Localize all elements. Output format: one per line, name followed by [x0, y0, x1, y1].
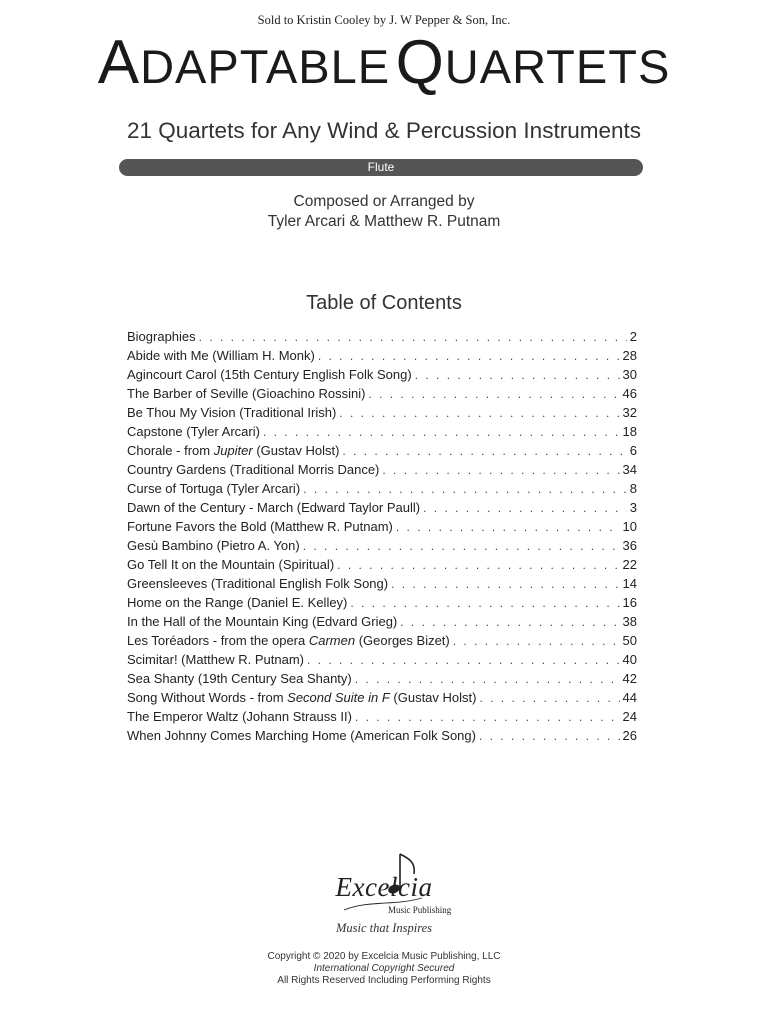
copyright-secured-line: International Copyright Secured — [313, 963, 455, 974]
toc-dot-leader — [318, 349, 620, 363]
toc-entry — [127, 709, 637, 728]
toc-entry-title-italic: Jupiter — [213, 443, 253, 458]
toc-entry-title-text: Dawn of the Century - March (Edward Taylor Paull) — [127, 500, 421, 515]
title-word-1-rest: DAPTABLE — [140, 40, 391, 93]
logo-subtitle: Music Publishing — [388, 905, 452, 915]
toc-entry-title — [127, 500, 420, 515]
toc-dot-leader — [400, 615, 619, 629]
book-title — [0, 28, 768, 97]
toc-entry-title — [127, 462, 379, 477]
toc-entry — [127, 728, 637, 747]
toc-page-number: 6 — [629, 443, 637, 458]
toc-entry-title — [127, 690, 476, 705]
toc-dot-leader — [337, 558, 619, 572]
toc-dot-leader — [396, 520, 620, 534]
toc-dot-leader — [342, 444, 626, 458]
toc-page-number: 44 — [622, 690, 637, 705]
toc-entry-title-suffix: (Gustav Holst) — [252, 443, 340, 458]
toc-entry — [127, 576, 637, 595]
toc-entry-title-text: Agincourt Carol (15th Century English Folk Song) — [127, 367, 412, 382]
toc-dot-leader — [391, 577, 619, 591]
toc-entry-title — [127, 367, 412, 382]
copyright-line: Copyright © 2020 by Excelcia Music Publishing, LLC — [267, 951, 501, 962]
toc-entry-title-text: The Barber of Seville (Gioachino Rossini) — [127, 386, 366, 401]
toc-entry — [127, 462, 637, 481]
toc-entry-title — [127, 519, 393, 534]
toc-entry — [127, 424, 637, 443]
toc-page-number: 8 — [629, 481, 637, 496]
rights-reserved-line: All Rights Reserved Including Performing Rights — [277, 975, 491, 986]
toc-page-number: 26 — [622, 728, 637, 743]
toc-entry — [127, 652, 637, 671]
toc-entry — [127, 519, 637, 538]
toc-entry-title — [127, 424, 260, 439]
toc-entry-title — [127, 481, 300, 496]
toc-entry-title-text: Country Gardens (Traditional Morris Dance) — [127, 462, 380, 477]
toc-entry-title — [127, 348, 315, 363]
toc-list — [127, 329, 637, 747]
composer-credit-line-2: Tyler Arcari & Matthew R. Putnam — [267, 213, 501, 230]
title-word-2-rest: UARTETS — [444, 40, 671, 93]
toc-entry-title-text: Greensleeves (Traditional English Folk Song) — [127, 576, 389, 591]
toc-entry-title-text: Abide with Me (William H. Monk) — [127, 348, 315, 363]
toc-entry-title-text: Song Without Words - from — [127, 690, 288, 705]
sold-to-notice: Sold to Kristin Cooley by J. W Pepper & Son, Inc. — [257, 13, 511, 27]
toc-entry — [127, 386, 637, 405]
toc-dot-leader — [350, 596, 619, 610]
toc-entry-title-text: Home on the Range (Daniel E. Kelley) — [127, 595, 348, 610]
toc-entry — [127, 481, 637, 500]
toc-page-number: 46 — [622, 386, 637, 401]
logo-wordmark: Excelcia — [335, 872, 433, 902]
toc-entry-title — [127, 652, 304, 667]
toc-page-number: 3 — [629, 500, 637, 515]
publisher-tagline: Music that Inspires — [335, 921, 433, 935]
toc-entry — [127, 538, 637, 557]
instrument-banner: Flute — [119, 159, 643, 176]
toc-entry-title — [127, 557, 334, 572]
toc-entry-title-italic: Second Suite in F — [287, 690, 390, 705]
toc-page-number: 40 — [622, 652, 637, 667]
toc-entry-title-text: Gesù Bambino (Pietro A. Yon) — [127, 538, 300, 553]
toc-page-number: 50 — [622, 633, 637, 648]
toc-entry-title — [127, 633, 450, 648]
title-initial-a: A — [97, 28, 141, 97]
toc-entry-title-text: Les Toréadors - from the opera — [127, 633, 309, 648]
toc-entry-title-text: The Emperor Waltz (Johann Strauss II) — [127, 709, 352, 724]
toc-entry — [127, 690, 637, 709]
composer-credit-line-1: Composed or Arranged by — [293, 193, 475, 210]
toc-page-number: 36 — [622, 538, 637, 553]
toc-page-number: 28 — [622, 348, 637, 363]
toc-entry-title — [127, 671, 352, 686]
toc-dot-leader — [307, 653, 620, 667]
toc-dot-leader — [303, 539, 620, 553]
composer-credit — [0, 192, 768, 232]
toc-entry — [127, 500, 637, 519]
toc-entry-title-text: Fortune Favors the Bold (Matthew R. Putnam) — [127, 519, 393, 534]
toc-page-number: 2 — [629, 329, 637, 344]
toc-dot-leader — [368, 387, 619, 401]
toc-entry-title — [127, 386, 365, 401]
toc-entry — [127, 348, 637, 367]
book-subtitle: 21 Quartets for Any Wind & Percussion Instruments — [127, 118, 641, 143]
toc-dot-leader — [423, 501, 627, 515]
toc-entry-title — [127, 329, 196, 344]
toc-entry — [127, 329, 637, 348]
toc-page-number: 16 — [622, 595, 637, 610]
toc-dot-leader — [479, 691, 619, 705]
toc-dot-leader — [339, 406, 619, 420]
toc-entry-title-text: Capstone (Tyler Arcari) — [127, 424, 260, 439]
toc-entry-title-text: Chorale - from — [127, 443, 214, 458]
toc-entry-title-suffix: (Georges Bizet) — [355, 633, 450, 648]
toc-entry-title — [127, 405, 336, 420]
toc-dot-leader — [453, 634, 620, 648]
toc-page-number: 32 — [622, 405, 637, 420]
toc-entry-title — [127, 709, 352, 724]
toc-page-number: 42 — [622, 671, 637, 686]
toc-entry-title-text: Sea Shanty (19th Century Sea Shanty) — [127, 671, 352, 686]
toc-entry — [127, 595, 637, 614]
toc-page-number: 22 — [622, 557, 637, 572]
toc-entry-title — [127, 538, 300, 553]
title-initial-q: Q — [395, 28, 445, 97]
toc-entry-title-text: In the Hall of the Mountain King (Edvard Grieg) — [127, 614, 398, 629]
toc-page-number: 24 — [622, 709, 637, 724]
toc-entry-title-italic: Carmen — [308, 633, 356, 648]
toc-entry-title-text: Scimitar! (Matthew R. Putnam) — [127, 652, 304, 667]
toc-entry — [127, 614, 637, 633]
toc-entry-title — [127, 728, 476, 743]
toc-page-number: 10 — [622, 519, 637, 534]
toc-page-number: 38 — [622, 614, 637, 629]
toc-entry-title-text: Biographies — [127, 329, 196, 344]
toc-entry-title — [127, 576, 388, 591]
copyright-block — [0, 951, 768, 987]
toc-dot-leader — [355, 672, 620, 686]
toc-dot-leader — [303, 482, 627, 496]
toc-dot-leader — [479, 729, 620, 743]
toc-entry — [127, 557, 637, 576]
toc-dot-leader — [355, 710, 620, 724]
toc-dot-leader — [382, 463, 619, 477]
toc-entry-title-text: Be Thou My Vision (Traditional Irish) — [127, 405, 337, 420]
toc-entry-title-text: Curse of Tortuga (Tyler Arcari) — [127, 481, 301, 496]
toc-page-number: 30 — [622, 367, 637, 382]
toc-heading: Table of Contents — [306, 292, 462, 314]
toc-entry-title-suffix: (Gustav Holst) — [389, 690, 477, 705]
toc-entry-title-text: When Johnny Comes Marching Home (American Folk Song) — [127, 728, 476, 743]
toc-entry-title-text: Go Tell It on the Mountain (Spiritual) — [127, 557, 335, 572]
toc-dot-leader — [263, 425, 620, 439]
toc-entry — [127, 367, 637, 386]
toc-entry — [127, 633, 637, 652]
toc-page-number: 14 — [622, 576, 637, 591]
toc-entry — [127, 405, 637, 424]
toc-entry-title — [127, 443, 339, 458]
toc-page-number: 18 — [622, 424, 637, 439]
toc-dot-leader — [415, 368, 620, 382]
toc-entry — [127, 671, 637, 690]
toc-entry-title — [127, 614, 397, 629]
toc-dot-leader — [199, 330, 627, 344]
toc-page-number: 34 — [622, 462, 637, 477]
toc-entry — [127, 443, 637, 462]
toc-entry-title — [127, 595, 347, 610]
